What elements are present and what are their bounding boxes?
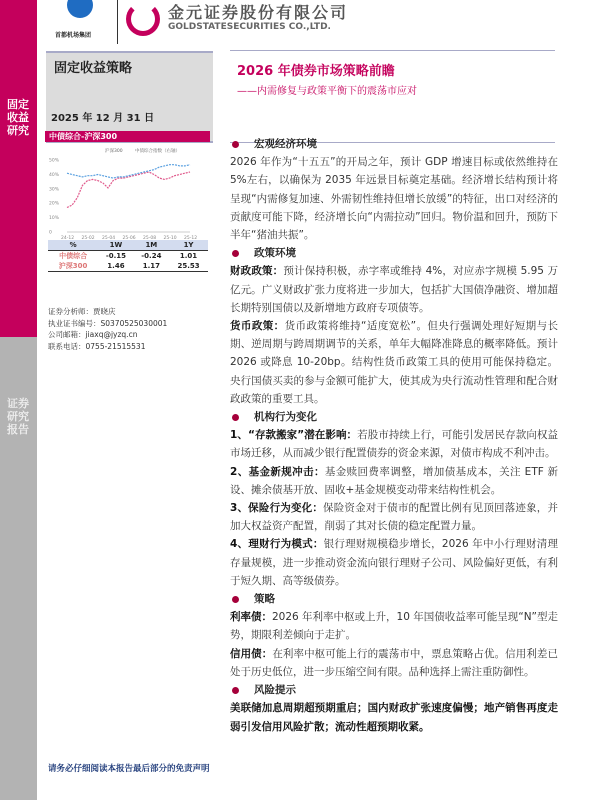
analyst-email[interactable]: 公司邮箱：jiaxq@jyzq.cn	[48, 330, 138, 339]
sidebar-top-band	[0, 0, 37, 337]
report-date: 2025 年 12 月 31 日	[51, 113, 155, 124]
x-tick-label: 25-08	[143, 236, 157, 240]
company-name-cn: 金元证券股份有限公司	[168, 3, 349, 22]
sidebar-bottom-label: 证券研究报告	[7, 397, 29, 436]
paragraph: 利率债：2026 年利率中枢或上升，10 年国债收益率可能呈现“N”型走势，期限利差倾向于走扩。	[230, 611, 558, 642]
performance-chart	[45, 142, 210, 240]
paragraph: 2026 年作为“十五五”的开局之年，预计 GDP 增速目标或依然维持在 5%左右，以确保为 2035 年远景目标奠定基础。经济增长结构预计将呈现“内需修复加速、外需韧性维持但增长放缓”的特征，出口对经济的贡献度可能下降，经济增长向“内需拉动”回归。物价温和回升，预防下半年“猪油共振”。	[230, 156, 558, 242]
paragraph: 2、基金新规冲击：基金赎回费率调整，增加债基成本，关注 ETF 新设、摊余债基开放、固收+基金规模变动带来结构性机会。	[230, 465, 558, 496]
sidebar-bottom-band	[0, 337, 37, 800]
x-tick-label: 24-12	[61, 236, 75, 240]
cell: 1.17	[134, 261, 169, 272]
paragraph: 信用债：在利率中枢可能上行的震荡市中，票息策略占优。信用利差已处于历史低位，进一步压缩空间有限。品种选择上需注重防御性。	[230, 647, 559, 678]
sidebar-top-label: 固定收益研究	[7, 98, 29, 137]
analyst-phone: 联系电话：0755-21515531	[48, 341, 146, 351]
title-top-rule	[230, 50, 555, 51]
disclaimer-note: 请务必仔细阅读本报告最后部分的免责声明	[48, 764, 210, 774]
y-tick-label: 40%	[49, 172, 60, 178]
section-heading: 宏观经济环境	[230, 135, 558, 153]
cell: 25.53	[169, 261, 208, 272]
y-tick-label: 20%	[49, 201, 60, 207]
series-line-1	[67, 172, 190, 208]
col-header: %	[48, 240, 98, 250]
report-info-box	[46, 51, 213, 143]
analyst-license: 执业证书编号：S0370525030001	[48, 318, 168, 328]
logo-divider	[117, 0, 118, 44]
paragraph: 3、保险行为变化：保险资金对于债市的配置比例有见顶回落迹象，并加大权益资产配置，削弱了其对长债的稳定配置力量。	[230, 502, 558, 533]
series-line-2	[67, 165, 190, 178]
legend-2: 中债综合指数（右轴）	[135, 149, 180, 154]
y-tick-label: 10%	[49, 216, 60, 222]
group-logo-icon	[67, 0, 93, 18]
col-header: 1W	[98, 240, 133, 250]
cell: 1.01	[179, 251, 198, 260]
table-row	[48, 250, 208, 261]
group-logo-text: 首都机场集团	[55, 32, 92, 39]
table-header-row	[48, 240, 208, 250]
report-subtitle: ——内需修复与政策平衡下的震荡市应对	[237, 86, 417, 97]
x-tick-label: 25-02	[81, 236, 95, 240]
cell: 沪深300	[48, 261, 98, 272]
y-tick-label: 30%	[49, 187, 60, 193]
col-header: 1M	[134, 240, 169, 250]
group-logo	[55, 0, 103, 45]
cell: 中债综合	[59, 251, 88, 260]
x-tick-label: 25-04	[102, 236, 116, 240]
x-tick-label: 25-06	[122, 236, 136, 240]
report-title: 2026 年债券市场策略前瞻	[237, 64, 395, 79]
analyst-info	[48, 306, 167, 352]
company-logo-icon	[126, 2, 160, 36]
cell: -0.24	[141, 251, 162, 260]
paragraph: 1、“存款搬家”潜在影响：若股市持续上行，可能引发居民存款向权益市场迁移，从而减少银行配置债券的资金来源，对债市构成不利冲击。	[230, 429, 559, 460]
performance-table	[48, 240, 208, 272]
paragraph: 美联储加息周期超预期重启；国内财政扩张速度偏慢；地产销售再度走弱引发信用风险扩散；流动性超预期收紧。	[230, 702, 558, 733]
legend-1: 沪深300	[105, 149, 123, 154]
section-heading: 机构行为变化	[230, 408, 558, 426]
report-summary	[230, 135, 558, 736]
paragraph: 货币政策：货币政策将维持“适度宽松”。但央行强调处理好短期与长期、逆周期与跨周期调节的关系，单年大幅降准降息的概率降低。预计 2026 或降息 10-20bp。结构性货币政策工具的使用可能保持稳定。央行国债买卖的参与金额可能扩大，使其成为央行流动性管理和配合财政政策的重要工具。	[230, 320, 558, 405]
paragraph: 财政政策：预计保持积极，赤字率或维持 4%，对应赤字规模 5.95 万亿元。广义财政扩张力度将进一步加大，包括扩大国债净融资、增加超长期特别国债以及新增地方政府专项债等。	[230, 265, 558, 314]
paragraph: 4、理财行为模式：银行理财规模稳步增长，2026 年中小行理财清理存量规模，进一步推动资金流向银行理财子公司、风险偏好更低，有利于短久期、高等级债券。	[230, 538, 559, 587]
company-name-en: GOLDSTATESECURITIES CO.,LTD.	[168, 22, 331, 32]
section-heading: 策略	[230, 590, 558, 608]
x-tick-label: 25-10	[163, 236, 177, 240]
section-heading: 风险提示	[230, 681, 558, 699]
x-tick-label: 25-12	[184, 236, 198, 240]
section-heading: 政策环境	[230, 244, 558, 262]
analyst-name: 证券分析师：贾晓庆	[48, 307, 116, 316]
cell: 1.46	[98, 261, 133, 272]
table-row	[48, 261, 208, 272]
col-header: 1Y	[169, 240, 208, 250]
chart-title: 中债综合-沪深300	[45, 131, 210, 142]
cell: -0.15	[105, 251, 127, 260]
y-tick-label: 0	[49, 230, 52, 236]
y-tick-label: 50%	[49, 158, 60, 164]
report-category: 固定收益策略	[54, 61, 133, 76]
